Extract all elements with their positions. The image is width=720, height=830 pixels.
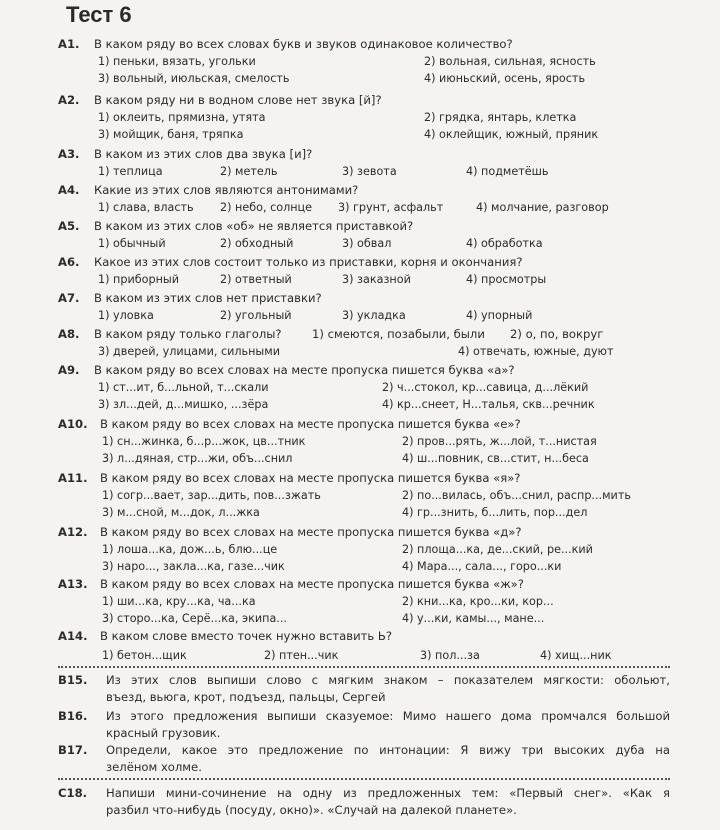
question-number: А11.: [58, 471, 88, 485]
question-text: В каком из этих слов два звука [и]?: [94, 147, 313, 161]
answer-option: 4) июньский, осень, ярость: [424, 72, 586, 85]
answer-option: 4) отвечать, южные, дуют: [458, 345, 614, 358]
answer-option: 2) метель: [220, 165, 278, 178]
question-number: А8.: [58, 327, 80, 341]
answer-option: 2) ч...стокол, кр...савица, д...лёкий: [382, 381, 589, 394]
question-number: А7.: [58, 291, 80, 305]
question-a13: [58, 576, 658, 627]
answer-option: 3) наро..., закла...ка, газе...чик: [102, 560, 285, 573]
question-a6: [58, 254, 658, 288]
answer-option: 3) зевота: [342, 165, 397, 178]
answer-option: 1) ст...ит, б...льной, т...скали: [98, 381, 269, 394]
answer-option: 3) обвал: [342, 237, 392, 250]
answer-option: 2) пров...рять, ж...лой, т...нистая: [402, 435, 597, 448]
answer-option: 3) дверей, улицами, сильными: [98, 345, 280, 358]
answer-option: 4) Мара..., сала..., горо...ки: [402, 560, 562, 573]
question-a14: [58, 628, 658, 664]
answer-option: 3) зл...дей, д...мишко, ...зёра: [98, 398, 269, 411]
page-title: Тест 6: [66, 2, 132, 27]
question-number: А14.: [58, 629, 88, 643]
answer-option: 2) небо, солнце: [220, 201, 313, 214]
question-text: Напиши мини-сочинение на одну из предложенных тем: «Первый снег». «Как я: [106, 786, 670, 800]
answer-option: 3) заказной: [342, 273, 411, 286]
question-text: Из этих слов выпиши слово с мягким знаком – показателем мягкости: обольют,: [106, 673, 670, 687]
question-number: А6.: [58, 255, 80, 269]
question-text: разбил что-нибудь (посуду, окно)». «Случай на далекой планете».: [106, 803, 517, 817]
answer-option: 4) обработка: [466, 237, 543, 250]
question-b17: [58, 742, 670, 776]
answer-option: 3) пол...за: [420, 649, 480, 662]
question-text: Определи, какое это предложение по интонации: Я вижу три высоких дуба на: [106, 743, 670, 757]
answer-option: 1) уловка: [98, 309, 154, 322]
answer-option: 3) вольный, июльская, смелость: [98, 72, 290, 85]
answer-option: 2) ответный: [220, 273, 292, 286]
question-number: B17.: [58, 743, 88, 757]
answer-option: 3) грунт, асфальт: [338, 201, 444, 214]
question-text: красный грузовик.: [106, 726, 221, 740]
question-number: А13.: [58, 577, 88, 591]
answer-option: 3) л...дяная, стр...жи, объ...снил: [102, 452, 293, 465]
answer-option: 2) о, по, вокруг: [510, 327, 604, 341]
answer-option: 3) укладка: [342, 309, 406, 322]
answer-option: 2) кни...ка, кро...ки, кор...: [402, 595, 554, 608]
answer-option: 1) сн...жинка, б...р...жок, цв...тник: [102, 435, 306, 448]
answer-option: 1) пеньки, вязать, угольки: [98, 55, 256, 68]
answer-option: 1) лоша...ка, дож...ь, блю...це: [102, 543, 278, 556]
answer-option: 4) подметёшь: [466, 165, 549, 178]
question-number: А5.: [58, 219, 80, 233]
answer-option: 1) обычный: [98, 237, 166, 250]
question-a2: [58, 92, 658, 143]
answer-option: 4) у...ки, камы..., мане...: [402, 612, 545, 625]
question-number: А3.: [58, 147, 80, 161]
question-text: В каком из этих слов «об» не является приставкой?: [94, 219, 414, 233]
answer-option: 1) слава, власть: [98, 201, 194, 214]
question-number: C18.: [58, 786, 88, 800]
question-text: В каком из этих слов нет приставки?: [94, 291, 322, 305]
question-a1: [58, 36, 658, 87]
question-a11: [58, 470, 658, 521]
question-number: B16.: [58, 709, 88, 723]
question-text: В каком ряду ни в водном слове нет звука [й]?: [94, 93, 382, 107]
question-text: В каком слове вместо точек нужно вставить Ь?: [100, 629, 392, 643]
question-text: В каком ряду только глаголы?: [94, 327, 282, 341]
question-a9: [58, 362, 658, 413]
question-text: В каком ряду во всех словах на месте пропуска пишется буква «д»?: [100, 525, 522, 539]
answer-option: 4) кр...снеет, Н...талья, скв...речник: [382, 398, 595, 411]
answer-option: 2) обходный: [220, 237, 294, 250]
question-number: B15.: [58, 673, 88, 687]
question-a10: [58, 416, 658, 467]
answer-option: 4) молчание, разговор: [476, 201, 609, 214]
answer-option: 1) смеются, позабыли, были: [312, 327, 485, 341]
answer-option: 1) приборный: [98, 273, 179, 286]
answer-option: 4) гр...знить, б...лить, пор...дел: [402, 506, 588, 519]
answer-option: 4) ш...повник, св...стит, н...беса: [402, 452, 589, 465]
answer-option: 2) по...вилась, объ...снил, распр...мить: [402, 489, 631, 502]
question-b16: [58, 708, 670, 742]
answer-option: 2) грядка, янтарь, клетка: [424, 111, 577, 124]
question-text: зелёном холме.: [106, 760, 202, 774]
question-number: А10.: [58, 417, 88, 431]
answer-option: 2) вольная, сильная, ясность: [424, 55, 596, 68]
question-number: А2.: [58, 93, 80, 107]
question-c18: [58, 785, 670, 819]
question-a4: [58, 182, 658, 216]
answer-option: 1) теплица: [98, 165, 163, 178]
answer-option: 3) м...сной, м...док, л...жка: [102, 506, 260, 519]
answer-option: 2) площа...ка, де...ский, ре...кий: [402, 543, 593, 556]
question-text: Из этого предложения выпиши сказуемое: Мимо нашего дома промчался большой: [106, 709, 670, 723]
question-text: В каком ряду во всех словах на месте пропуска пишется буква «а»?: [94, 363, 515, 377]
question-text: В каком ряду во всех словах на месте пропуска пишется буква «е»?: [100, 417, 521, 431]
question-text: Какие из этих слов являются антонимами?: [94, 183, 359, 197]
question-a5: [58, 218, 658, 252]
question-text: Какое из этих слов состоит только из приставки, корня и окончания?: [94, 255, 523, 269]
answer-option: 1) ши...ка, кру...ка, ча...ка: [102, 595, 256, 608]
question-b15: [58, 672, 670, 706]
section-divider: [58, 666, 670, 668]
answer-option: 1) согр...вает, зар...дить, пов...зжать: [102, 489, 321, 502]
question-a12: [58, 524, 658, 575]
question-a3: [58, 146, 658, 180]
section-divider: [58, 778, 670, 780]
answer-option: 3) мойщик, баня, тряпка: [98, 128, 244, 141]
question-text: В каком ряду во всех словах букв и звуков одинаковое количество?: [94, 37, 513, 51]
answer-option: 4) оклейщик, южный, пряник: [424, 128, 599, 141]
answer-option: 1) оклеить, прямизна, утята: [98, 111, 266, 124]
answer-option: 3) сторо...ка, Серё...ка, экипа...: [102, 612, 287, 625]
question-text: В каком ряду во всех словах на месте пропуска пишется буква «ж»?: [100, 577, 524, 591]
question-number: А12.: [58, 525, 88, 539]
question-number: А9.: [58, 363, 80, 377]
answer-option: 2) птен...чик: [264, 649, 339, 662]
question-number: А1.: [58, 37, 80, 51]
question-a7: [58, 290, 658, 324]
answer-option: 2) угольный: [220, 309, 292, 322]
question-text: въезд, вьюга, крот, подъезд, пальцы, Сергей: [106, 690, 386, 704]
question-text: В каком ряду во всех словах на месте пропуска пишется буква «я»?: [100, 471, 521, 485]
answer-option: 1) бетон...щик: [102, 649, 187, 662]
question-a8: [58, 326, 658, 360]
answer-option: 4) просмотры: [466, 273, 547, 286]
answer-option: 4) хищ...ник: [540, 649, 612, 662]
question-number: А4.: [58, 183, 80, 197]
answer-option: 4) упорный: [466, 309, 533, 322]
